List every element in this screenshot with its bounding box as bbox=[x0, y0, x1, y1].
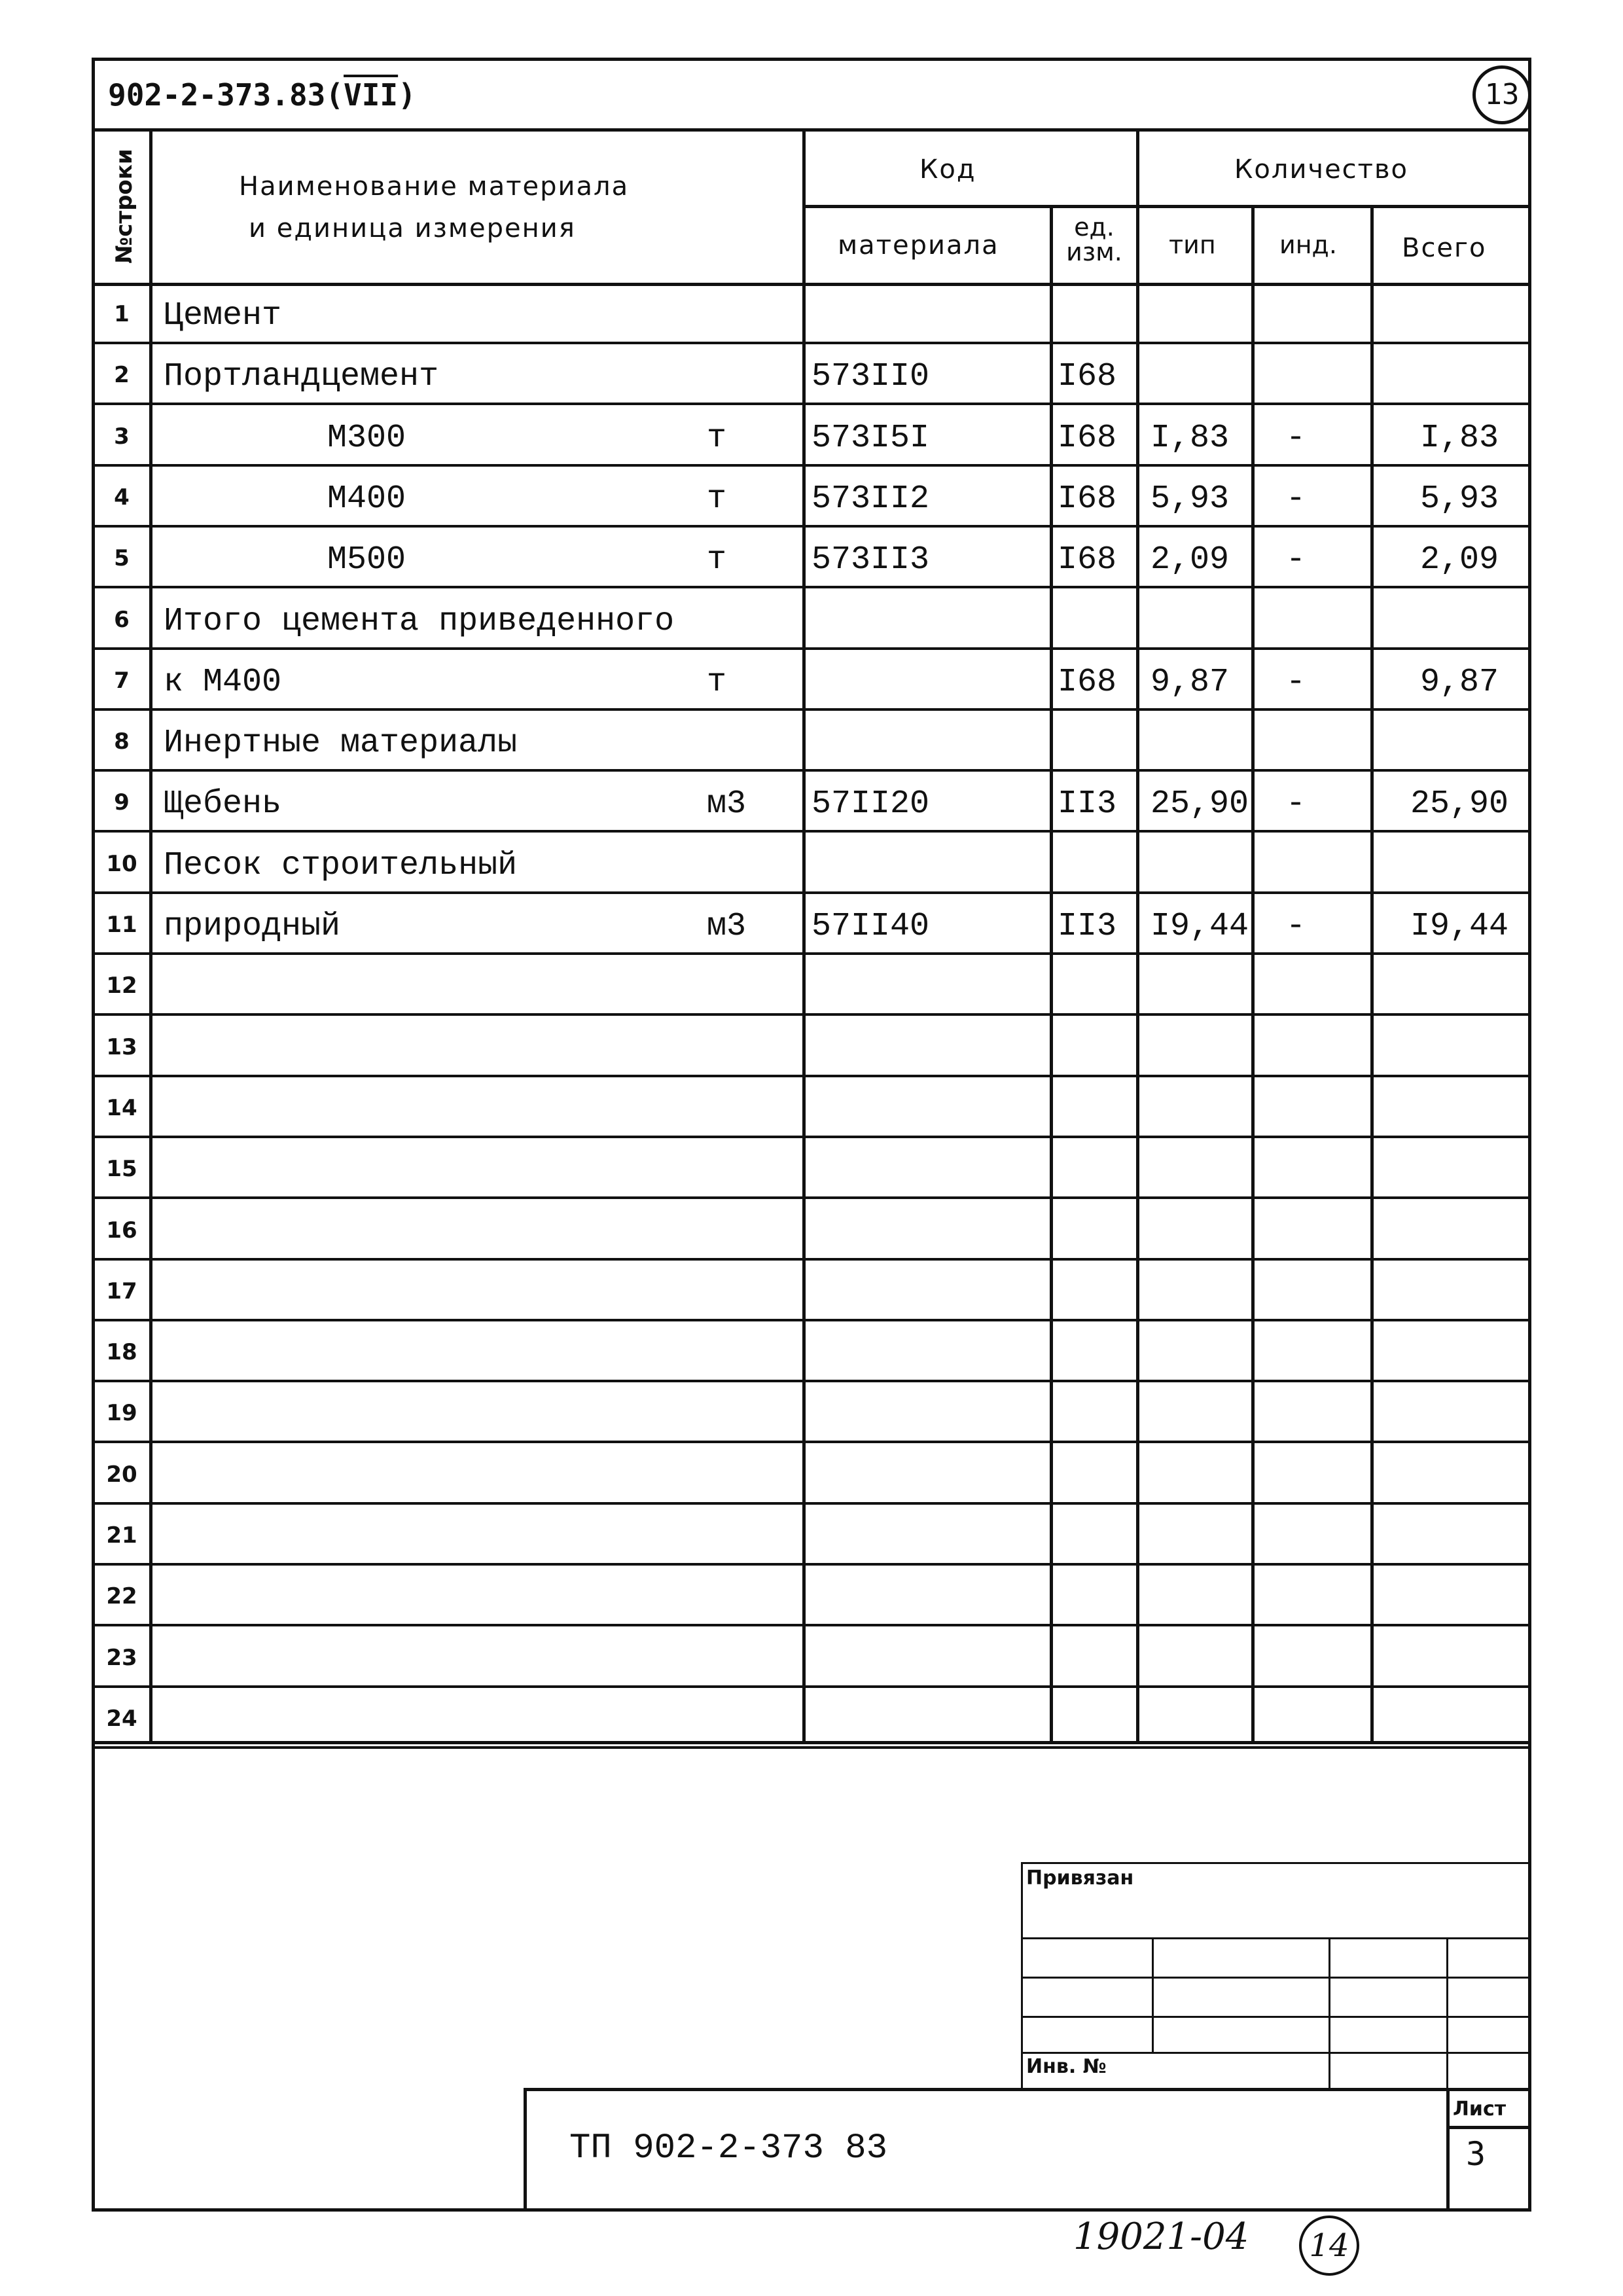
cell-typ: I,83 bbox=[1150, 420, 1230, 457]
table-row bbox=[0, 1626, 1623, 1687]
cell-typ: 5,93 bbox=[1150, 480, 1230, 518]
cell-ed: I68 bbox=[1058, 541, 1117, 579]
cell-name: Портландцемент bbox=[164, 358, 439, 395]
cell-mat: 573I5I bbox=[812, 420, 930, 457]
attached-col-3 bbox=[1446, 1937, 1448, 2088]
cell-n: 9 bbox=[114, 789, 130, 816]
cell-n: 7 bbox=[114, 668, 130, 694]
col-line-unit bbox=[1050, 283, 1053, 1742]
row-number-header-text: №строки bbox=[111, 149, 137, 264]
cell-name: Щебень bbox=[164, 785, 282, 823]
handwritten-circled-number bbox=[1299, 2215, 1359, 2276]
frame-top-line bbox=[92, 58, 1531, 61]
table-row bbox=[0, 1077, 1623, 1138]
header-col-divider-ind bbox=[1251, 205, 1255, 285]
code-unit-header-line2: изм. bbox=[1066, 238, 1122, 266]
cell-mat: 57II40 bbox=[812, 908, 930, 945]
table-row bbox=[0, 1199, 1623, 1260]
cell-typ: I9,44 bbox=[1150, 908, 1249, 945]
table-row bbox=[0, 771, 1623, 832]
cell-n: 3 bbox=[114, 423, 130, 450]
attached-line-1 bbox=[1021, 1937, 1530, 1939]
cell-unit: м3 bbox=[707, 785, 747, 823]
cell-n: 13 bbox=[106, 1034, 137, 1060]
sheet-number-circle bbox=[1472, 65, 1531, 124]
cell-n: 23 bbox=[106, 1645, 137, 1671]
cell-unit: м3 bbox=[707, 908, 747, 945]
attached-box-left bbox=[1021, 1862, 1023, 2088]
table-row bbox=[0, 466, 1623, 527]
cell-name: к М400 bbox=[164, 664, 282, 701]
cell-name: Итого цемента приведенного bbox=[164, 603, 675, 640]
inventory-label: Инв. № bbox=[1026, 2055, 1107, 2078]
cell-mat: 573II2 bbox=[812, 480, 930, 518]
col-line-ind bbox=[1251, 283, 1255, 1742]
title-block-top bbox=[524, 2088, 1531, 2091]
title-block-left bbox=[524, 2088, 527, 2210]
cell-name: природный bbox=[164, 908, 341, 945]
cell-unit: т bbox=[707, 541, 727, 579]
table-row bbox=[0, 1260, 1623, 1321]
qty-total-header: Всего bbox=[1402, 233, 1487, 263]
cell-n: 12 bbox=[106, 973, 137, 999]
cell-ind: - bbox=[1285, 664, 1306, 701]
cell-name: М300 bbox=[327, 420, 406, 457]
header-col-divider-unit bbox=[1050, 205, 1053, 285]
cell-ed: II3 bbox=[1058, 785, 1117, 823]
project-title: ТП 902-2-373 83 bbox=[569, 2128, 888, 2168]
table-row bbox=[0, 1443, 1623, 1504]
table-row bbox=[0, 1138, 1623, 1198]
table-row bbox=[0, 649, 1623, 710]
table-row bbox=[0, 588, 1623, 649]
table-row bbox=[0, 1565, 1623, 1626]
sheet-box-left bbox=[1446, 2088, 1450, 2210]
header-col-divider-total bbox=[1370, 205, 1374, 285]
attached-line-4 bbox=[1021, 2052, 1530, 2054]
cell-unit: т bbox=[707, 480, 727, 518]
cell-ind: - bbox=[1285, 908, 1306, 945]
document-code-number: 902-2-373.83 bbox=[108, 77, 326, 113]
cell-ed: II3 bbox=[1058, 908, 1117, 945]
sheet-number-circle-text: 13 bbox=[1484, 78, 1520, 111]
attached-box-top bbox=[1021, 1862, 1530, 1864]
row-number-header bbox=[98, 137, 151, 275]
attached-line-3 bbox=[1021, 2016, 1530, 2018]
cell-n: 21 bbox=[106, 1522, 137, 1549]
attached-col-2 bbox=[1329, 1937, 1330, 2088]
document-code: $902-2-373.83(\overline{VII})$ bbox=[108, 77, 416, 113]
table-row bbox=[0, 283, 1623, 344]
cell-total: 25,90 bbox=[1410, 785, 1509, 823]
table-row bbox=[0, 527, 1623, 588]
code-group-header: Код bbox=[919, 154, 976, 185]
col-line-type bbox=[1136, 283, 1139, 1742]
table-row bbox=[0, 405, 1623, 466]
sheet-box-mid bbox=[1446, 2126, 1531, 2129]
table-row bbox=[0, 710, 1623, 771]
header-top-line bbox=[92, 128, 1531, 132]
table-row bbox=[0, 1321, 1623, 1382]
handwritten-number: 19021-04 bbox=[1073, 2215, 1249, 2258]
stamp-top-line bbox=[92, 1741, 1531, 1744]
attached-col-1 bbox=[1152, 1937, 1154, 2052]
cell-n: 4 bbox=[114, 484, 130, 511]
cell-total: 5,93 bbox=[1419, 480, 1499, 518]
cell-ind: - bbox=[1285, 480, 1306, 518]
cell-n: 10 bbox=[106, 851, 137, 877]
cell-n: 19 bbox=[106, 1400, 137, 1426]
cell-n: 22 bbox=[106, 1583, 137, 1609]
qty-group-header: Количество bbox=[1234, 154, 1409, 185]
table-row bbox=[0, 833, 1623, 893]
name-header-line2: и единица измерения bbox=[249, 213, 576, 243]
sheet-label: Лист bbox=[1453, 2098, 1507, 2121]
cell-name: М400 bbox=[327, 480, 406, 518]
cell-n: 16 bbox=[106, 1217, 137, 1244]
code-unit-header bbox=[1055, 215, 1133, 264]
cell-n: 14 bbox=[106, 1095, 137, 1121]
table-row bbox=[0, 344, 1623, 404]
cell-total: 9,87 bbox=[1419, 664, 1499, 701]
qty-ind-header: инд. bbox=[1279, 230, 1337, 259]
cell-n: 24 bbox=[106, 1706, 137, 1732]
cell-n: 2 bbox=[114, 362, 130, 388]
cell-mat: 57II20 bbox=[812, 785, 930, 823]
table-row bbox=[0, 1016, 1623, 1077]
attached-line-2 bbox=[1021, 1977, 1530, 1979]
cell-ed: I68 bbox=[1058, 420, 1117, 457]
qty-type-header: тип bbox=[1169, 230, 1216, 259]
table-row bbox=[0, 1382, 1623, 1443]
attached-label: Привязан bbox=[1026, 1867, 1134, 1890]
cell-ed: I68 bbox=[1058, 358, 1117, 395]
col-line-code bbox=[802, 283, 806, 1742]
cell-name: М500 bbox=[327, 541, 406, 579]
cell-ind: - bbox=[1285, 785, 1306, 823]
col-line-name bbox=[149, 283, 152, 1742]
cell-unit: т bbox=[707, 664, 727, 701]
cell-n: 18 bbox=[106, 1339, 137, 1365]
cell-n: 15 bbox=[106, 1156, 137, 1182]
cell-total: I,83 bbox=[1419, 420, 1499, 457]
cell-unit: т bbox=[707, 420, 727, 457]
cell-ind: - bbox=[1285, 541, 1306, 579]
cell-n: 11 bbox=[106, 912, 137, 938]
cell-n: 8 bbox=[114, 728, 130, 755]
table-row bbox=[0, 893, 1623, 954]
sheet-value: 3 bbox=[1466, 2135, 1486, 2173]
cell-mat: 573II3 bbox=[812, 541, 930, 579]
cell-total: 2,09 bbox=[1419, 541, 1499, 579]
row-divider bbox=[92, 1746, 1531, 1749]
table-row bbox=[0, 1504, 1623, 1565]
cell-ed: I68 bbox=[1058, 480, 1117, 518]
cell-ind: - bbox=[1285, 420, 1306, 457]
table-row bbox=[0, 1687, 1623, 1748]
code-unit-header-line1: ед. bbox=[1074, 213, 1115, 242]
table-row bbox=[0, 954, 1623, 1015]
cell-name: Песок строительный bbox=[164, 847, 518, 884]
cell-total: I9,44 bbox=[1410, 908, 1509, 945]
cell-n: 1 bbox=[114, 301, 130, 327]
cell-n: 6 bbox=[114, 607, 130, 633]
document-volume: $\overline{VII}$ bbox=[344, 77, 399, 113]
cell-mat: 573II0 bbox=[812, 358, 930, 395]
cell-n: 17 bbox=[106, 1278, 137, 1304]
frame-bottom-line bbox=[92, 2208, 1531, 2212]
header-col-divider-name bbox=[149, 128, 152, 285]
cell-n: 20 bbox=[106, 1462, 137, 1488]
cell-n: 5 bbox=[114, 545, 130, 571]
cell-name: Цемент bbox=[164, 297, 282, 334]
cell-typ: 25,90 bbox=[1150, 785, 1249, 823]
cell-name: Инертные материалы bbox=[164, 725, 518, 762]
cell-typ: 9,87 bbox=[1150, 664, 1230, 701]
header-mid-line bbox=[802, 205, 1531, 208]
col-line-total bbox=[1370, 283, 1374, 1742]
handwritten-circled-text: 14 bbox=[1309, 2227, 1349, 2264]
name-header-line1: Наименование материала bbox=[239, 171, 630, 202]
cell-typ: 2,09 bbox=[1150, 541, 1230, 579]
code-material-header: материала bbox=[838, 230, 999, 260]
cell-ed: I68 bbox=[1058, 664, 1117, 701]
